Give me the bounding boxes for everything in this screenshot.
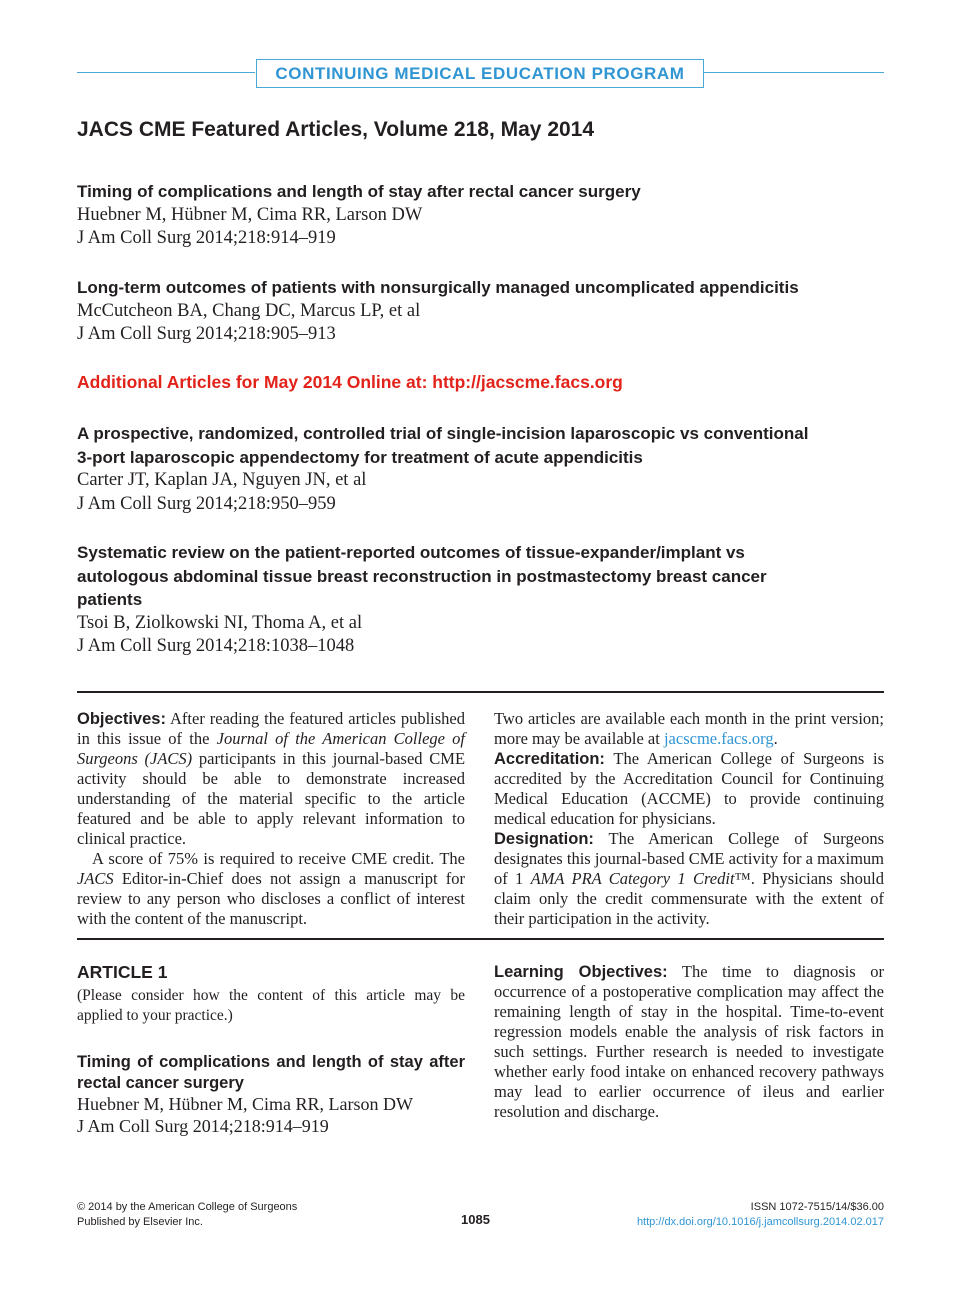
article-citation: J Am Coll Surg 2014;218:950–959	[77, 493, 336, 514]
featured-article-1	[77, 180, 885, 251]
online-article-1	[77, 422, 885, 516]
credit-name: AMA PRA Category 1 Credit	[530, 869, 735, 888]
designation-text: . Physicians should claim only the credit commensurate with the extent of their participation in the activity.	[494, 869, 885, 928]
accreditation-label: Accreditation:	[494, 750, 605, 768]
objectives-section	[77, 709, 465, 929]
featured-article-2	[77, 276, 885, 347]
accreditation-section	[494, 709, 884, 929]
article1-section	[77, 962, 465, 1137]
article1-heading: ARTICLE 1	[77, 962, 168, 982]
banner-rule-left	[77, 72, 255, 73]
banner-rule-right	[704, 72, 884, 73]
learning-objectives-paragraph	[494, 962, 884, 1122]
article-title-line: patients	[77, 590, 143, 609]
learning-objectives-section	[494, 962, 884, 1122]
additional-articles-link[interactable]: Additional Articles for May 2014 Online at: http://jacscme.facs.org	[77, 372, 623, 392]
section-banner	[256, 59, 704, 88]
article1-title: Timing of complications and length of stay after rectal cancer surgery	[77, 1053, 465, 1092]
period: .	[773, 729, 778, 748]
article-citation: J Am Coll Surg 2014;218:1038–1048	[77, 636, 355, 656]
accreditation-text: The American College of Surgeons is accredited by the Accreditation Council for Continuing Medical Education (ACCME) to provide continuing medical education for physicians.	[494, 749, 885, 828]
article1-authors: Huebner M, Hübner M, Cima RR, Larson DW	[77, 1094, 413, 1114]
article-citation: J Am Coll Surg 2014;218:905–913	[77, 324, 336, 344]
score-text: Editor-in-Chief does not assign a manuscript for review to any person who discloses a conflict of interest with the content of the manuscript.	[77, 869, 465, 928]
designation-label: Designation:	[494, 830, 594, 848]
score-text: A score of 75% is required to receive CME credit. The	[92, 849, 465, 868]
doi-link[interactable]: http://dx.doi.org/10.1016/j.jamcollsurg.2014.02.017	[636, 1216, 884, 1228]
page-number: 1085	[461, 1212, 490, 1227]
print-note	[494, 709, 884, 749]
article1-note: (Please consider how the content of this article may be applied to your practice.)	[77, 987, 465, 1024]
footer-left	[77, 1200, 297, 1230]
objectives-text: participants in this journal-based CME activity should be able to demonstrate increased understanding of the material specific to the article featured and be able to apply relevant information to clinical practice.	[77, 749, 466, 848]
article-authors: McCutcheon BA, Chang DC, Marcus LP, et al	[77, 300, 421, 321]
jacs-abbrev: JACS	[77, 869, 114, 888]
journal-name: Journal of the American College of Surgeons (JACS)	[77, 729, 466, 768]
trademark: ™	[734, 869, 751, 888]
objectives-label: Objectives:	[77, 710, 166, 728]
article-title-line: autologous abdominal tissue breast reconstruction in postmastectomy breast cancer	[77, 566, 767, 586]
article-authors: Carter JT, Kaplan JA, Nguyen JN, et al	[77, 470, 367, 490]
online-article-2	[77, 541, 885, 659]
article-authors: Huebner M, Hübner M, Cima RR, Larson DW	[77, 204, 423, 225]
article1-citation: J Am Coll Surg 2014;218:914–919	[77, 1115, 329, 1136]
article-title: Long-term outcomes of patients with nonsurgically managed uncomplicated appendicitis	[77, 278, 799, 297]
copyright: © 2014 by the American College of Surgeons	[77, 1201, 298, 1213]
cme-score-paragraph	[77, 849, 465, 929]
article-authors: Tsoi B, Ziolkowski NI, Thoma A, et al	[77, 612, 363, 633]
issn: ISSN 1072-7515/14/$36.00	[750, 1201, 884, 1213]
banner-text: CONTINUING MEDICAL EDUCATION PROGRAM	[275, 63, 685, 83]
article-citation: J Am Coll Surg 2014;218:914–919	[77, 228, 336, 248]
page-title: JACS CME Featured Articles, Volume 218, May 2014	[77, 118, 595, 141]
footer-right	[637, 1200, 884, 1230]
article-title: Timing of complications and length of stay after rectal cancer surgery	[77, 182, 641, 201]
designation-text: The American College of Surgeons designates this journal-based CME activity for a maximum of 1	[494, 829, 885, 888]
learning-objectives-label: Learning Objectives:	[494, 963, 668, 981]
designation-paragraph	[494, 829, 884, 929]
section-divider	[77, 938, 884, 940]
objectives-text: After reading the featured articles published in this issue of the	[77, 709, 465, 748]
article-title-line: 3-port laparoscopic appendectomy for treatment of acute appendicitis	[77, 447, 643, 467]
article-title-line: A prospective, randomized, controlled trial of single-incision laparoscopic vs conventional	[77, 424, 809, 443]
publisher: Published by Elsevier Inc.	[77, 1216, 203, 1228]
jacscme-link[interactable]: jacscme.facs.org	[663, 729, 774, 748]
learning-objectives-text: The time to diagnosis or occurrence of a postoperative complication may affect the remaining length of stay in the hospital. Time-to-event regression models enable the analysis of risk factors in such settings. Further research is needed to investigate whether early food intake on enhanced recovery pathways may lead to earlier occurrence of ileus and earlier resolution and discharge.	[494, 962, 884, 1121]
objectives-paragraph	[77, 709, 465, 849]
section-divider	[77, 691, 884, 693]
print-note-text: Two articles are available each month in the print version; more may be available at	[494, 709, 884, 748]
accreditation-paragraph	[494, 749, 884, 829]
article-title-line: Systematic review on the patient-reported outcomes of tissue-expander/implant vs	[77, 543, 745, 562]
